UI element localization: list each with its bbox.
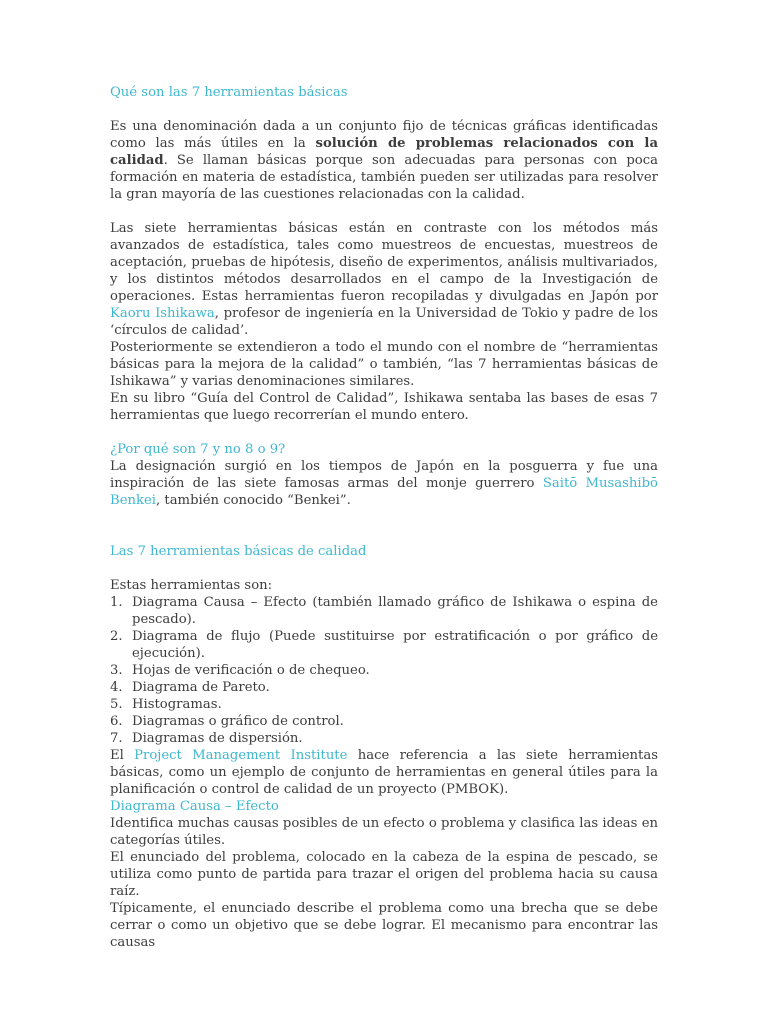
list-item <box>110 696 658 713</box>
list-item-number: 4. <box>110 680 123 695</box>
list-item-text: Diagrama Causa – Efecto (también llamado gráfico de Ishikawa o espina de pescado). <box>132 595 658 627</box>
list-item-number: 6. <box>110 714 123 729</box>
list-item-number: 2. <box>110 629 123 644</box>
list-item-text: Diagramas o gráfico de control. <box>132 714 344 729</box>
paragraph-definition <box>110 118 658 203</box>
link-kaoru-ishikawa[interactable]: Kaoru Ishikawa <box>110 306 215 321</box>
paragraph-designation <box>110 458 658 509</box>
list-item <box>110 730 658 747</box>
paragraph-definition-text-2: . Se llaman básicas porque son adecuadas para personas con poca formación en materia de estadística, también pueden ser utilizadas para resolver la gran mayoría de las cuestiones relacionadas con la calidad. <box>110 153 658 202</box>
paragraph-contrast <box>110 220 658 339</box>
paragraph-pmi-text-2: hace referencia a las siete herramientas básicas, como un ejemplo de conjunto de herramientas en general útiles para la planificación o control de calidad de un proyecto (PMBOK). <box>110 748 658 797</box>
paragraph-book: En su libro “Guía del Control de Calidad”, Ishikawa sentaba las bases de esas 7 herramientas que luego recorrerían el mundo entero. <box>110 391 658 423</box>
list-item <box>110 713 658 730</box>
bold-phrase-quality-problems: solución de problemas relacionados con la calidad <box>110 136 658 168</box>
paragraph-typically: Típicamente, el enunciado describe el problema como una brecha que se debe cerrar o como un objetivo que se debe lograr. El mecanismo para encontrar las causas <box>110 901 658 950</box>
link-project-management-institute[interactable]: Project Management Institute <box>134 748 348 763</box>
link-benkei[interactable]: Saitō Musashibō Benkei <box>110 476 658 508</box>
list-item-number: 3. <box>110 663 123 678</box>
paragraph-designation-text-1: La designación surgió en los tiempos de Japón en la posguerra y fue una inspiración de las siete famosas armas del monje guerrero <box>110 459 658 491</box>
list-item <box>110 662 658 679</box>
list-item-number: 5. <box>110 697 123 712</box>
section-heading-cause-effect: Diagrama Causa – Efecto <box>110 799 279 814</box>
section-heading-seven-tools: Qué son las 7 herramientas básicas <box>110 85 348 100</box>
list-item-number: 7. <box>110 731 123 746</box>
list-item-text: Diagrama de Pareto. <box>132 680 270 695</box>
paragraph-definition-text-1: Es una denominación dada a un conjunto fijo de técnicas gráficas identificadas como las más útiles en la <box>110 119 658 151</box>
list-item <box>110 628 658 662</box>
list-intro: Estas herramientas son: <box>110 578 273 593</box>
list-item-text: Diagrama de flujo (Puede sustituirse por estratificación o por gráfico de ejecución). <box>132 629 658 661</box>
list-item <box>110 679 658 696</box>
list-item-number: 1. <box>110 595 123 610</box>
list-item-text: Histogramas. <box>132 697 222 712</box>
paragraph-contrast-text-2: , profesor de ingeniería en la Universidad de Tokio y padre de los ‘círculos de calidad’. <box>110 306 658 338</box>
paragraph-pmi-text-1: El <box>110 748 135 763</box>
paragraph-pmi <box>110 747 658 798</box>
paragraph-problem-statement: El enunciado del problema, colocado en la cabeza de la espina de pescado, se utiliza como punto de partida para trazar el origen del problema hacia su causa raíz. <box>110 850 658 899</box>
paragraph-contrast-text-1: Las siete herramientas básicas están en contraste con los métodos más avanzados de estadística, tales como muestreos de encuestas, muestreos de aceptación, pruebas de hipótesis, diseño de experimentos, análisis multivariados, y los distintos métodos desarrollados en el campo de la Investigación de operaciones. Estas herramientas fueron recopiladas y divulgadas en Japón por <box>110 221 658 304</box>
list-item <box>110 594 658 628</box>
list-item-text: Diagramas de dispersión. <box>132 731 303 746</box>
list-item-text: Hojas de verificación o de chequeo. <box>132 663 370 678</box>
section-heading-why-seven: ¿Por qué son 7 y no 8 o 9? <box>110 442 286 457</box>
document-body <box>110 84 658 951</box>
paragraph-designation-text-2: , también conocido “Benkei”. <box>156 493 351 508</box>
paragraph-identifies: Identifica muchas causas posibles de un efecto o problema y clasifica las ideas en categorías útiles. <box>110 816 658 848</box>
tools-list <box>110 594 658 747</box>
paragraph-extension: Posteriormente se extendieron a todo el mundo con el nombre de “herramientas básicas para la mejora de la calidad” o también, “las 7 herramientas básicas de Ishikawa” y varias denominaciones similares. <box>110 340 658 389</box>
section-heading-quality-tools: Las 7 herramientas básicas de calidad <box>110 544 367 559</box>
